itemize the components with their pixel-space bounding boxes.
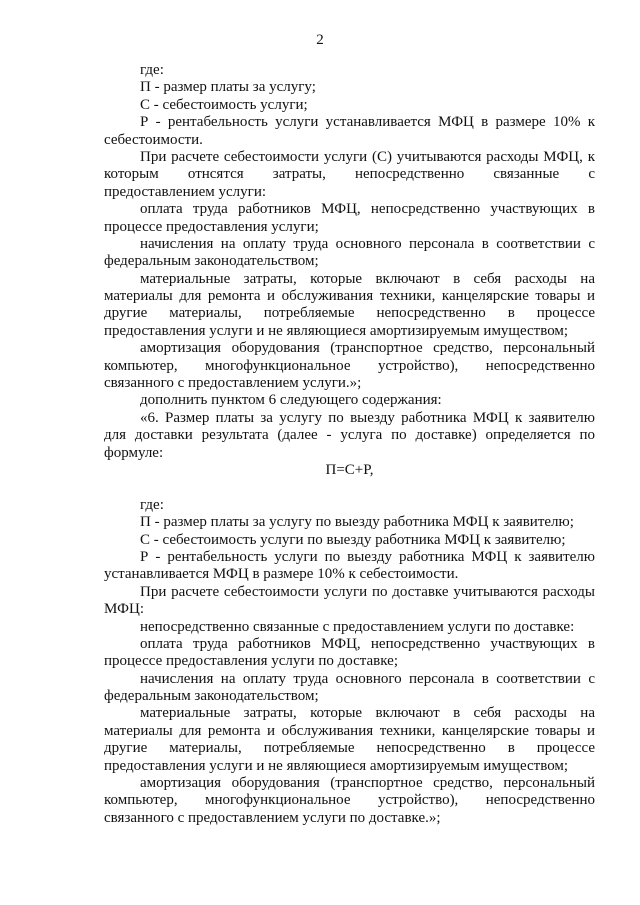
text-line: компьютер, многофункциональное устройство), непосредственно [104,357,595,374]
text-line: При расчете себестоимости услуги (С) учитываются расходы МФЦ, к [140,148,595,165]
text-line: другие материалы, потребляемые непосредственно в процессе [104,305,595,322]
text-line: связанного с предоставлением услуги по доставке.»; [104,809,441,826]
text-line: компьютер, многофункциональное устройство), непосредственно [104,792,595,809]
text-line: предоставлением услуги: [104,183,267,200]
text-line: предоставления услуги и не являющиеся амортизируемым имуществом; [104,757,569,774]
formula: П=С+Р, [325,461,374,478]
text-line: где: [140,496,164,513]
text-line: процессе предоставления услуги по доставке; [104,653,399,670]
blank-line [104,479,595,496]
text-line: начисления на оплату труда основного персонала в соответствии с [140,235,595,252]
text-line: Р - рентабельность услуги по выезду работника МФЦ к заявителю [140,548,595,565]
text-line: которым отнсятся затраты, непосредственно связанные с [104,166,595,183]
text-line: МФЦ: [104,601,144,618]
text-line: оплата труда работников МФЦ, непосредственно участвующих в [140,201,595,218]
text-line: амортизация оборудования (транспортное средство, персональный [140,775,595,792]
text-line: процессе предоставления услуги; [104,218,319,235]
page-number: 2 [316,32,324,48]
text-line: формуле: [104,444,164,461]
text-line: устанавливается МФЦ в размере 10% к себестоимости. [104,566,459,583]
text-line: себестоимости. [104,131,203,148]
text-line: «6. Размер платы за услугу по выезду работника МФЦ к заявителю [140,409,595,426]
text-line: дополнить пунктом 6 следующего содержания: [140,392,442,409]
text-line: непосредственно связанные с предоставлением услуги по доставке: [140,618,575,635]
text-line: другие материалы, потребляемые непосредственно в процессе [104,740,595,757]
document-body [104,62,595,827]
text-line: федеральным законодательством; [104,253,319,270]
text-line: При расчете себестоимости услуги по доставке учитываются расходы [140,583,595,600]
text-line: материалы для ремонта и обслуживания техники, канцелярские товары и [104,288,595,305]
text-line: Р - рентабельность услуги устанавливается МФЦ в размере 10% к [140,114,595,131]
text-line: С - себестоимость услуги; [140,96,308,113]
text-line: материалы для ремонта и обслуживания техники, канцелярские товары и [104,722,595,739]
text-line: материальные затраты, которые включают в себя расходы на [140,705,595,722]
text-line: С - себестоимость услуги по выезду работника МФЦ к заявителю; [140,531,566,548]
text-line: предоставления услуги и не являющиеся амортизируемым имуществом; [104,322,569,339]
text-line: начисления на оплату труда основного персонала в соответствии с [140,670,595,687]
text-line: П - размер платы за услугу; [140,79,316,96]
text-line: амортизация оборудования (транспортное средство, персональный [140,340,595,357]
text-line: материальные затраты, которые включают в себя расходы на [140,270,595,287]
text-line: П - размер платы за услугу по выезду работника МФЦ к заявителю; [140,514,574,531]
text-line: для доставки результата (далее - услуга по доставке) определяется по [104,427,595,444]
text-line: оплата труда работников МФЦ, непосредственно участвующих в [140,635,595,652]
text-line: где: [140,62,164,78]
text-line: связанного с предоставлением услуги.»; [104,375,362,392]
text-line: федеральным законодательством; [104,688,319,705]
